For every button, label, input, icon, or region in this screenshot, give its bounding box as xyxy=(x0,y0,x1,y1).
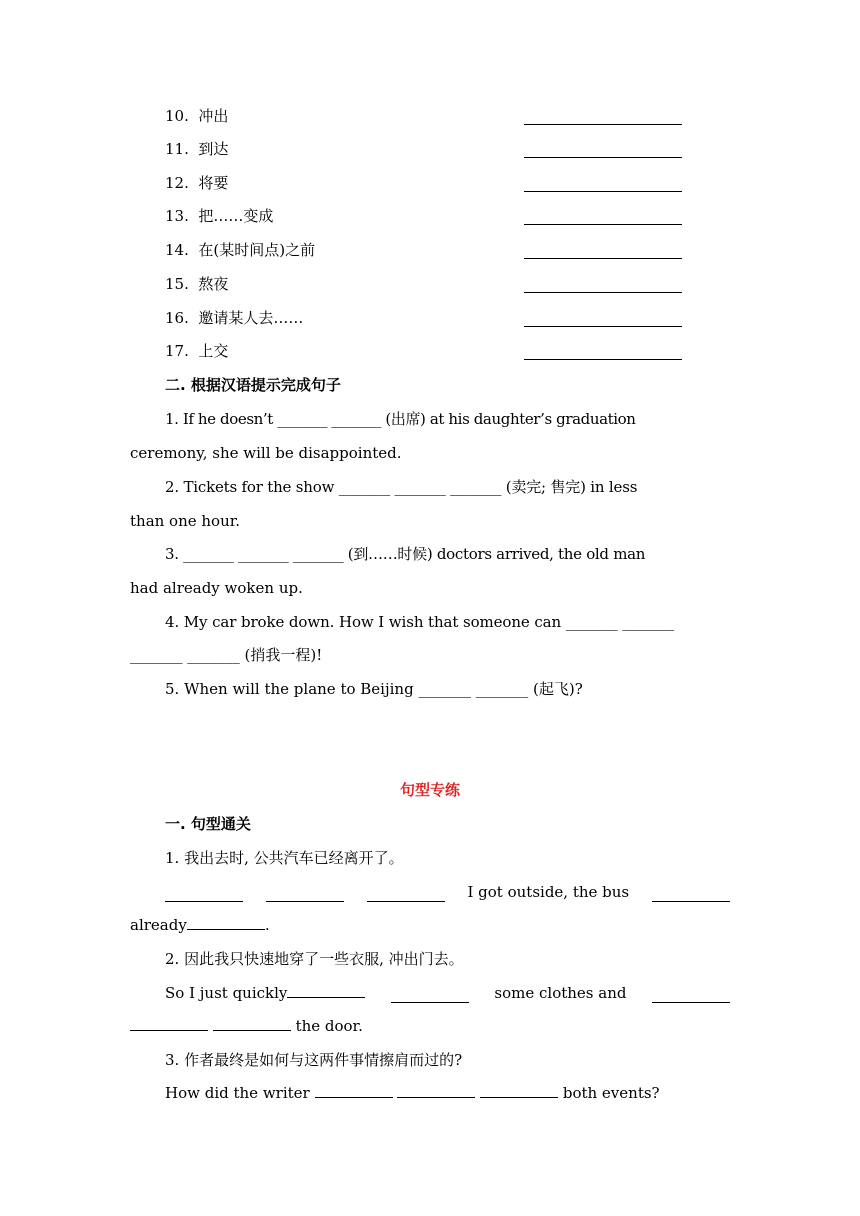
sentence-line: ceremony, she will be disappointed. xyxy=(130,444,402,462)
sentence-line: 3. _______ _______ _______ (到……时候) doctors arrived, the old man xyxy=(165,545,646,563)
answer-blank[interactable] xyxy=(130,1016,208,1031)
english-sentence: the door. xyxy=(130,1016,363,1036)
vocab-answer-blank[interactable] xyxy=(524,191,682,192)
sentence-line: had already woken up. xyxy=(130,579,303,597)
vocab-item: 14. 在(某时间点)之前 xyxy=(165,241,316,259)
vocab-item: 13. 把……变成 xyxy=(165,207,274,225)
chinese-prompt: 3. 作者最终是如何与这两件事情擦肩而过的? xyxy=(165,1051,463,1069)
english-sentence: I got outside, the bus xyxy=(165,882,730,902)
section-title: 句型专练 xyxy=(399,781,460,799)
answer-blank[interactable] xyxy=(480,1083,558,1098)
answer-blank[interactable] xyxy=(397,1083,475,1098)
sentence-line: _______ _______ (捎我一程)! xyxy=(130,646,323,664)
sentence-line: 1. If he doesn’t _______ _______ (出席) at his daughter’s graduation xyxy=(165,410,636,428)
english-sentence: already . xyxy=(130,916,270,934)
vocab-item: 17. 上交 xyxy=(165,342,229,360)
section-heading: 二. 根据汉语提示完成句子 xyxy=(165,376,341,394)
answer-blank[interactable] xyxy=(165,887,243,902)
vocab-item: 10. 冲出 xyxy=(165,107,229,125)
vocab-answer-blank[interactable] xyxy=(524,258,682,259)
vocab-item: 16. 邀请某人去…… xyxy=(165,309,304,327)
sentence-line: 4. My car broke down. How I wish that someone can _______ _______ xyxy=(165,613,674,631)
chinese-prompt: 1. 我出去时, 公共汽车已经离开了。 xyxy=(165,849,404,867)
answer-blank[interactable] xyxy=(266,887,344,902)
chinese-prompt: 2. 因此我只快速地穿了一些衣服, 冲出门去。 xyxy=(165,950,464,968)
vocab-item: 15. 熬夜 xyxy=(165,275,229,293)
answer-blank[interactable] xyxy=(287,983,365,998)
section-heading: 一. 句型通关 xyxy=(165,815,251,833)
vocab-answer-blank[interactable] xyxy=(524,359,682,360)
vocab-answer-blank[interactable] xyxy=(524,292,682,293)
vocab-answer-blank[interactable] xyxy=(524,157,682,158)
vocab-item: 11. 到达 xyxy=(165,140,229,158)
answer-blank[interactable] xyxy=(213,1016,291,1031)
answer-blank[interactable] xyxy=(367,887,445,902)
answer-blank[interactable] xyxy=(652,988,730,1003)
answer-blank[interactable] xyxy=(652,887,730,902)
english-sentence: How did the writer both events? xyxy=(165,1084,660,1102)
answer-blank[interactable] xyxy=(391,988,469,1003)
vocab-item: 12. 将要 xyxy=(165,174,229,192)
vocab-answer-blank[interactable] xyxy=(524,124,682,125)
answer-blank[interactable] xyxy=(315,1083,393,1098)
answer-blank[interactable] xyxy=(187,915,265,930)
vocab-answer-blank[interactable] xyxy=(524,326,682,327)
sentence-line: 2. Tickets for the show _______ _______ _______ (卖完; 售完) in less xyxy=(165,478,638,496)
sentence-line: than one hour. xyxy=(130,512,241,530)
sentence-line: 5. When will the plane to Beijing _______ _______ (起飞)? xyxy=(165,680,583,698)
vocab-answer-blank[interactable] xyxy=(524,224,682,225)
english-sentence: So I just quickly some clothes and xyxy=(165,983,730,1003)
